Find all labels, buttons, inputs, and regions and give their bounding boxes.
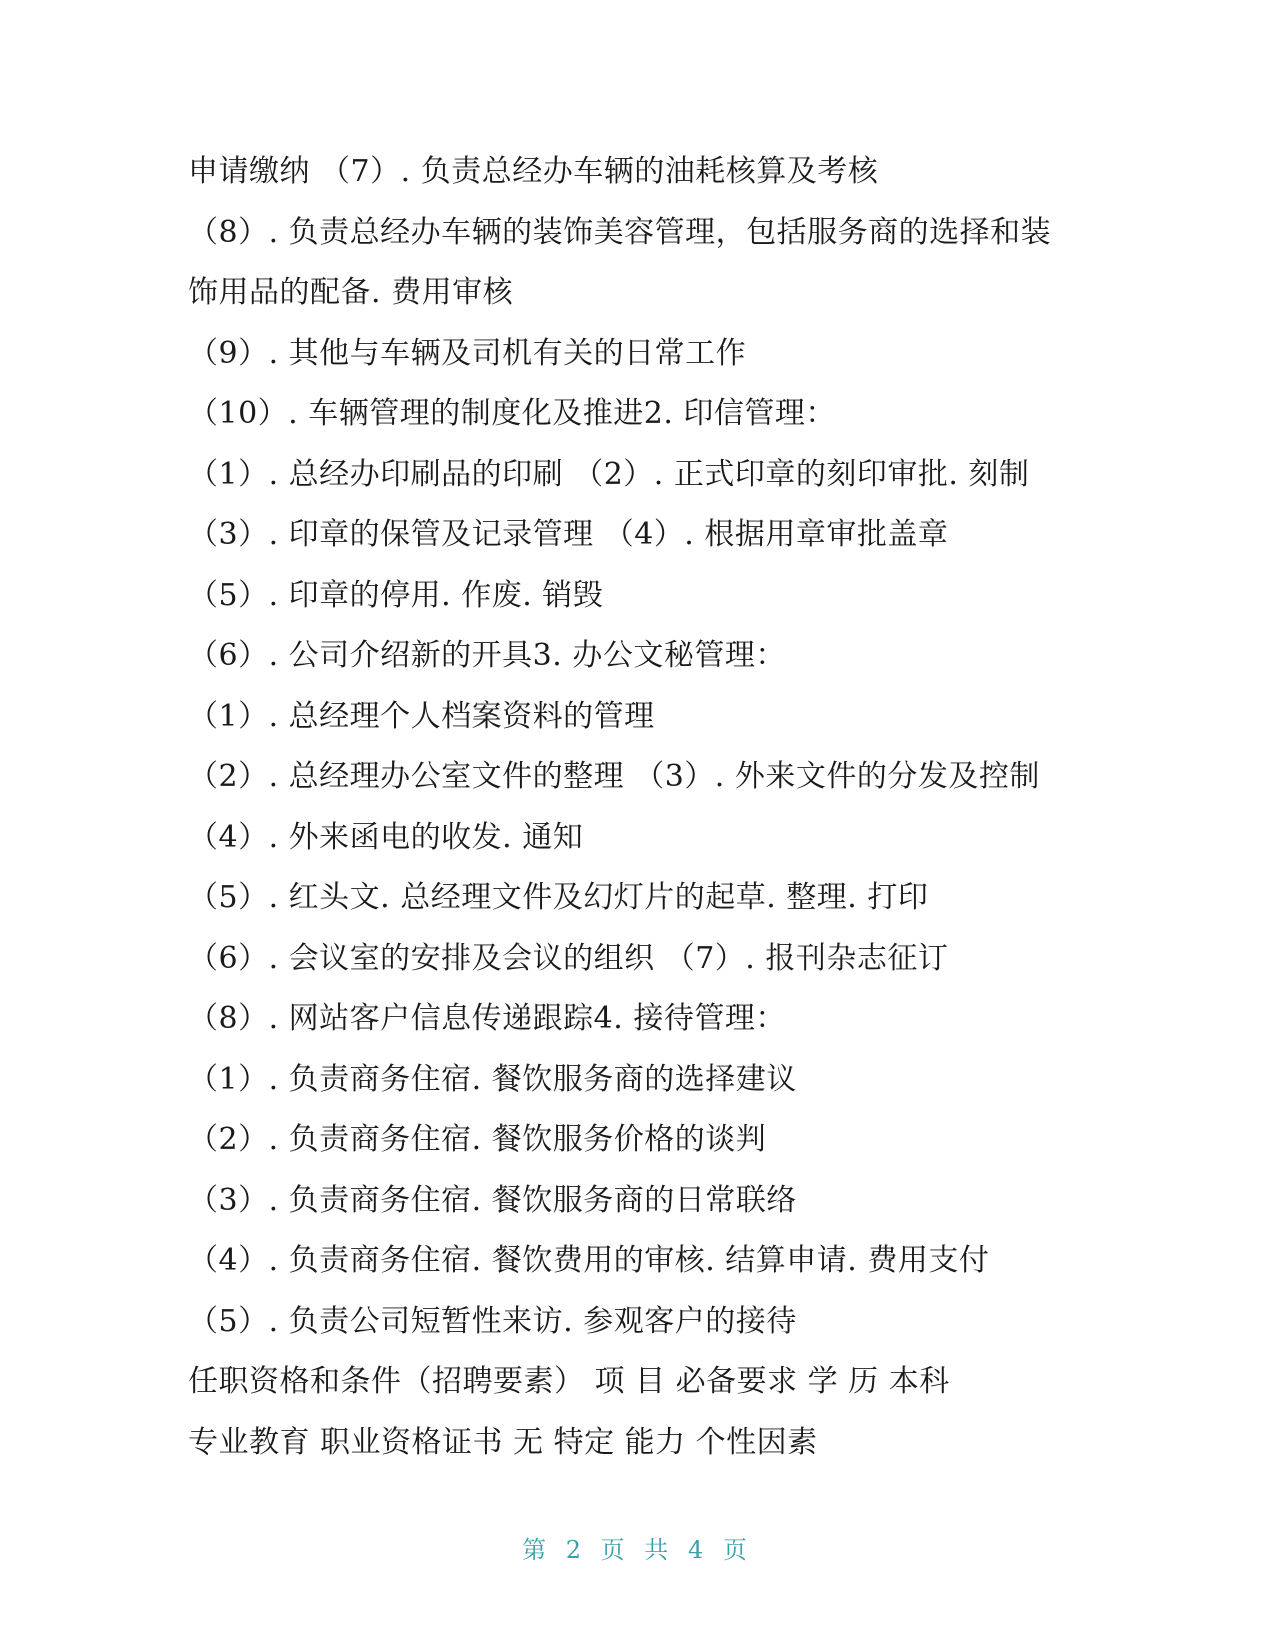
text-line: （3）. 印章的保管及记录管理 （4）. 根据用章审批盖章 (188, 517, 949, 552)
text-line: （8）. 负责总经办车辆的装饰美容管理，包括服务商的选择和装 (188, 214, 1052, 250)
text-line: （2）. 总经理办公室文件的整理 （3）. 外来文件的分发及控制 (188, 759, 1040, 794)
text-line: 申请缴纳 （7）. 负责总经办车辆的油耗核算及考核 (188, 154, 879, 189)
text-line: 专业教育 职业资格证书 无 特定 能力 个性因素 (188, 1424, 818, 1460)
text-line: （1）. 负责商务住宿. 餐饮服务商的选择建议 (188, 1061, 797, 1097)
document-body (188, 142, 1088, 1473)
text-line: （8）. 网站客户信息传递跟踪4. 接待管理： (188, 1001, 786, 1036)
text-line: 饰用品的配备. 费用审核 (188, 275, 514, 310)
page-number-footer: 第 2 页 共 4 页 (522, 1536, 753, 1564)
text-line: （6）. 会议室的安排及会议的组织 （7）. 报刊杂志征订 (188, 940, 949, 976)
text-line: （5）. 红头文. 总经理文件及幻灯片的起草. 整理. 打印 (188, 880, 929, 915)
text-line: （5）. 印章的停用. 作废. 销毁 (188, 577, 604, 613)
text-line: （6）. 公司介绍新的开具3. 办公文秘管理： (188, 638, 786, 673)
text-line: （10）. 车辆管理的制度化及推进2. 印信管理： (188, 396, 836, 431)
text-line: （4）. 外来函电的收发. 通知 (188, 819, 584, 855)
text-line: （1）. 总经办印刷品的印刷 （2）. 正式印章的刻印审批. 刻制 (188, 456, 1030, 492)
text-line: （3）. 负责商务住宿. 餐饮服务商的日常联络 (188, 1182, 797, 1218)
text-line: （2）. 负责商务住宿. 餐饮服务价格的谈判 (188, 1122, 767, 1157)
text-line: 任职资格和条件（招聘要素） 项 目 必备要求 学 历 本科 (188, 1364, 950, 1399)
text-line: （9）. 其他与车辆及司机有关的日常工作 (188, 335, 747, 371)
text-line: （1）. 总经理个人档案资料的管理 (188, 698, 655, 734)
text-line: （4）. 负责商务住宿. 餐饮费用的审核. 结算申请. 费用支付 (188, 1243, 990, 1278)
text-line: （5）. 负责公司短暂性来访. 参观客户的接待 (188, 1303, 797, 1339)
